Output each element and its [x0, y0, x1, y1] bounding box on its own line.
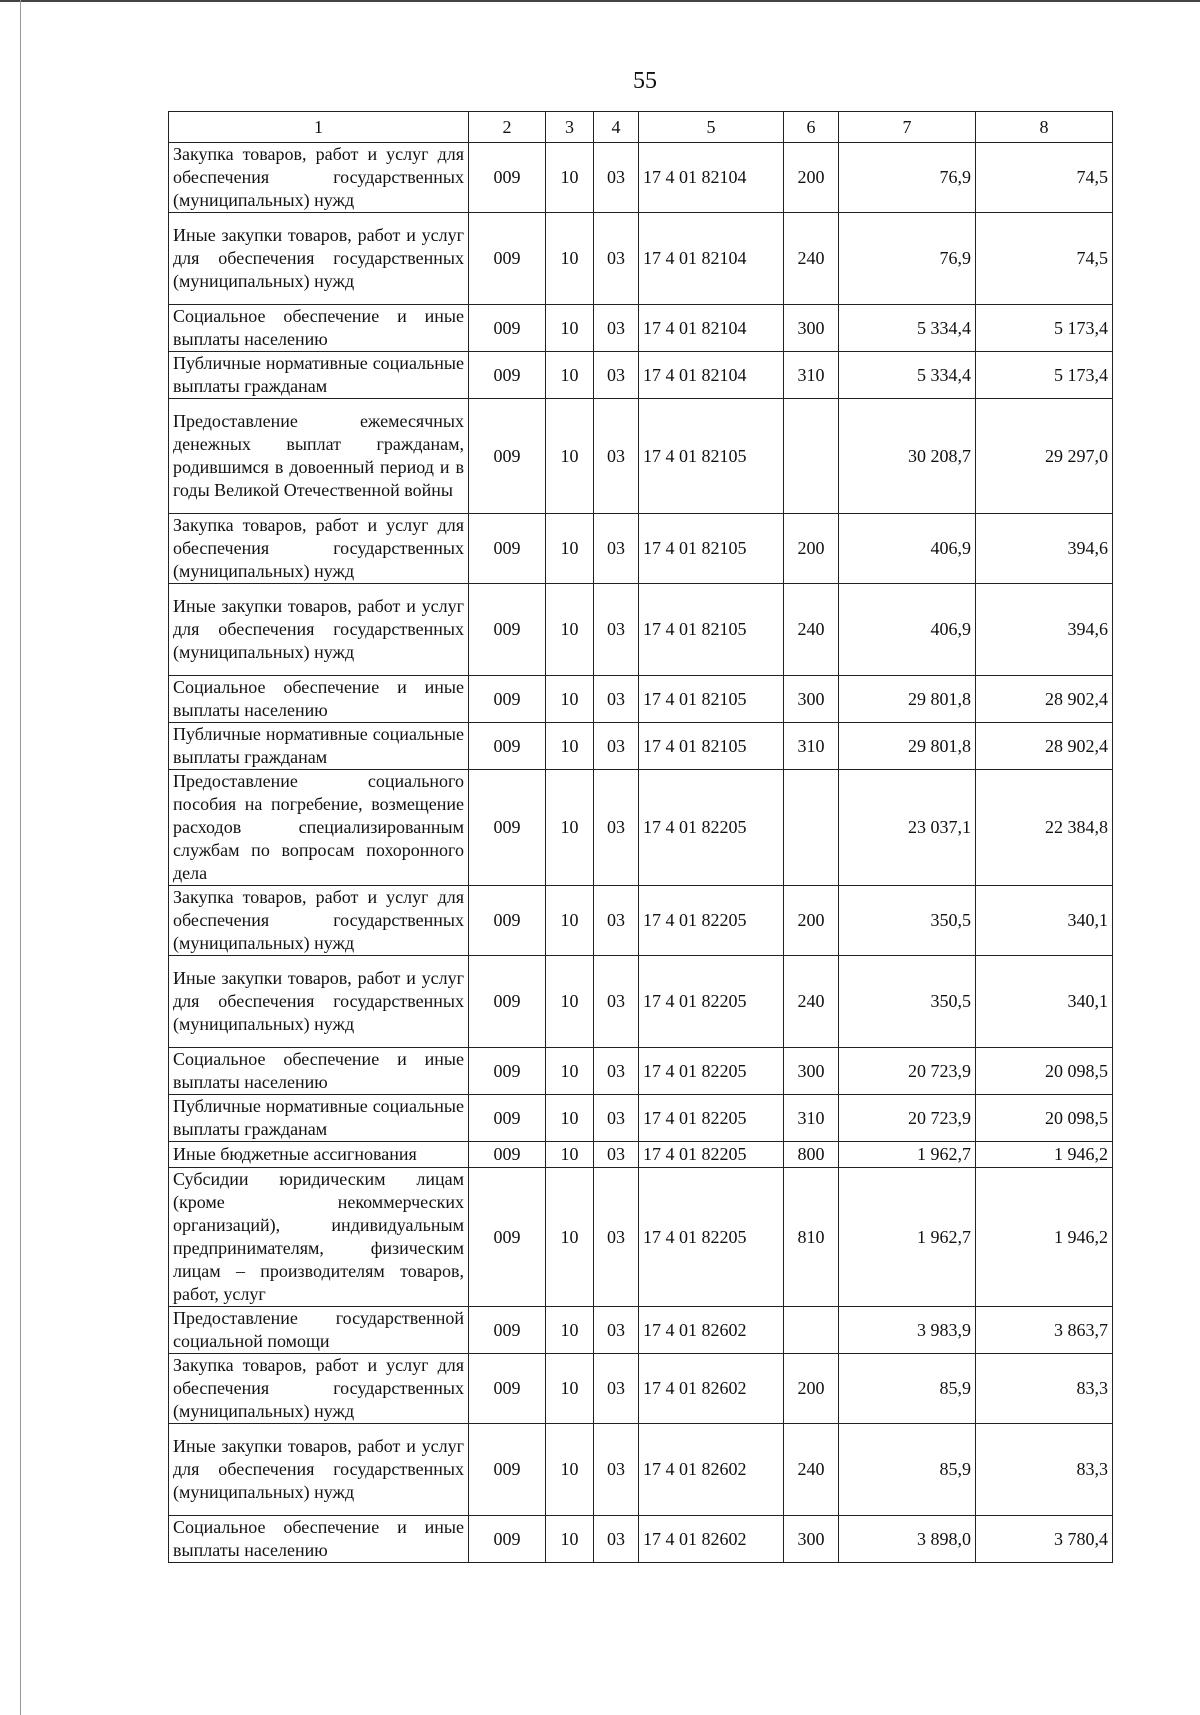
row-subsection-cell: 03 [594, 1354, 639, 1424]
table-row [169, 1142, 1113, 1168]
page-number: 55 [633, 68, 657, 94]
row-subsection-cell: 03 [594, 1424, 639, 1516]
row-section-cell: 10 [546, 1048, 594, 1095]
column-header: 3 [546, 112, 594, 143]
table-row [169, 956, 1113, 1048]
row-expense-type-cell: 810 [784, 1168, 839, 1307]
row-code-cell: 009 [469, 1424, 546, 1516]
row-name-cell: Иные закупки товаров, работ и услуг для обеспечения государственных (муниципальных) нужд [169, 1424, 469, 1516]
row-name-cell: Закупка товаров, работ и услуг для обеспечения государственных (муниципальных) нужд [169, 886, 469, 956]
row-target-article-cell: 17 4 01 82205 [639, 1142, 784, 1168]
row-expense-type-cell: 310 [784, 723, 839, 770]
row-target-article-cell: 17 4 01 82205 [639, 1168, 784, 1307]
row-amount-1-cell: 406,9 [839, 584, 976, 676]
column-header: 8 [976, 112, 1113, 143]
row-subsection-cell: 03 [594, 399, 639, 514]
row-name-cell: Иные закупки товаров, работ и услуг для обеспечения государственных (муниципальных) нужд [169, 956, 469, 1048]
row-target-article-cell: 17 4 01 82105 [639, 399, 784, 514]
row-name-cell: Публичные нормативные социальные выплаты гражданам [169, 352, 469, 399]
column-header: 4 [594, 112, 639, 143]
row-section-cell: 10 [546, 1307, 594, 1354]
row-code-cell: 009 [469, 584, 546, 676]
table-body [169, 143, 1113, 1563]
row-amount-1-cell: 350,5 [839, 956, 976, 1048]
row-name-cell: Предоставление ежемесячных денежных выплат гражданам, родившимся в довоенный период и в годы Великой Отечественной войны [169, 399, 469, 514]
row-code-cell: 009 [469, 399, 546, 514]
row-amount-2-cell: 74,5 [976, 213, 1113, 305]
row-section-cell: 10 [546, 352, 594, 399]
row-name-cell: Иные закупки товаров, работ и услуг для обеспечения государственных (муниципальных) нужд [169, 213, 469, 305]
table-row [169, 723, 1113, 770]
row-section-cell: 10 [546, 584, 594, 676]
row-expense-type-cell: 800 [784, 1142, 839, 1168]
row-amount-1-cell: 29 801,8 [839, 676, 976, 723]
row-subsection-cell: 03 [594, 676, 639, 723]
row-code-cell: 009 [469, 1048, 546, 1095]
row-amount-2-cell: 340,1 [976, 886, 1113, 956]
row-subsection-cell: 03 [594, 1048, 639, 1095]
row-subsection-cell: 03 [594, 514, 639, 584]
row-expense-type-cell: 240 [784, 213, 839, 305]
table-row [169, 305, 1113, 352]
row-amount-1-cell: 406,9 [839, 514, 976, 584]
row-section-cell: 10 [546, 1095, 594, 1142]
row-target-article-cell: 17 4 01 82104 [639, 213, 784, 305]
scan-edge-top [0, 0, 1200, 2]
row-target-article-cell: 17 4 01 82104 [639, 352, 784, 399]
row-expense-type-cell: 300 [784, 1516, 839, 1563]
row-amount-1-cell: 5 334,4 [839, 352, 976, 399]
row-expense-type-cell: 310 [784, 352, 839, 399]
row-target-article-cell: 17 4 01 82602 [639, 1516, 784, 1563]
table-row [169, 399, 1113, 514]
row-name-cell: Иные бюджетные ассигнования [169, 1142, 469, 1168]
table-row [169, 1048, 1113, 1095]
column-header: 2 [469, 112, 546, 143]
row-amount-2-cell: 83,3 [976, 1354, 1113, 1424]
row-subsection-cell: 03 [594, 1168, 639, 1307]
row-subsection-cell: 03 [594, 1095, 639, 1142]
row-amount-1-cell: 30 208,7 [839, 399, 976, 514]
row-code-cell: 009 [469, 1354, 546, 1424]
row-code-cell: 009 [469, 1095, 546, 1142]
row-name-cell: Закупка товаров, работ и услуг для обеспечения государственных (муниципальных) нужд [169, 143, 469, 213]
row-amount-2-cell: 340,1 [976, 956, 1113, 1048]
row-amount-2-cell: 3 863,7 [976, 1307, 1113, 1354]
row-section-cell: 10 [546, 886, 594, 956]
table-row [169, 584, 1113, 676]
column-header: 1 [169, 112, 469, 143]
row-subsection-cell: 03 [594, 213, 639, 305]
row-section-cell: 10 [546, 770, 594, 886]
row-name-cell: Субсидии юридическим лицам (кроме некоммерческих организаций), индивидуальным предпринимателям, физическим лицам – производителям товаров, работ, услуг [169, 1168, 469, 1307]
row-section-cell: 10 [546, 1142, 594, 1168]
row-code-cell: 009 [469, 143, 546, 213]
row-section-cell: 10 [546, 676, 594, 723]
row-amount-1-cell: 85,9 [839, 1354, 976, 1424]
row-target-article-cell: 17 4 01 82105 [639, 676, 784, 723]
row-amount-1-cell: 20 723,9 [839, 1048, 976, 1095]
row-amount-1-cell: 76,9 [839, 213, 976, 305]
row-name-cell: Закупка товаров, работ и услуг для обеспечения государственных (муниципальных) нужд [169, 1354, 469, 1424]
row-code-cell: 009 [469, 1516, 546, 1563]
row-target-article-cell: 17 4 01 82602 [639, 1307, 784, 1354]
row-name-cell: Социальное обеспечение и иные выплаты населению [169, 305, 469, 352]
row-target-article-cell: 17 4 01 82205 [639, 1095, 784, 1142]
row-expense-type-cell [784, 770, 839, 886]
row-amount-2-cell: 5 173,4 [976, 352, 1113, 399]
row-amount-2-cell: 394,6 [976, 584, 1113, 676]
row-target-article-cell: 17 4 01 82205 [639, 886, 784, 956]
table-row [169, 352, 1113, 399]
row-subsection-cell: 03 [594, 956, 639, 1048]
row-amount-1-cell: 350,5 [839, 886, 976, 956]
row-subsection-cell: 03 [594, 770, 639, 886]
row-subsection-cell: 03 [594, 886, 639, 956]
row-expense-type-cell: 200 [784, 514, 839, 584]
row-amount-1-cell: 3 898,0 [839, 1516, 976, 1563]
row-code-cell: 009 [469, 1168, 546, 1307]
row-expense-type-cell: 240 [784, 1424, 839, 1516]
row-amount-1-cell: 1 962,7 [839, 1168, 976, 1307]
row-target-article-cell: 17 4 01 82104 [639, 143, 784, 213]
row-amount-1-cell: 29 801,8 [839, 723, 976, 770]
row-subsection-cell: 03 [594, 352, 639, 399]
row-amount-2-cell: 394,6 [976, 514, 1113, 584]
row-expense-type-cell: 200 [784, 143, 839, 213]
row-target-article-cell: 17 4 01 82105 [639, 723, 784, 770]
row-expense-type-cell: 200 [784, 1354, 839, 1424]
column-header: 5 [639, 112, 784, 143]
row-target-article-cell: 17 4 01 82105 [639, 584, 784, 676]
column-header: 6 [784, 112, 839, 143]
budget-table [168, 111, 1113, 1563]
row-target-article-cell: 17 4 01 82105 [639, 514, 784, 584]
row-target-article-cell: 17 4 01 82602 [639, 1424, 784, 1516]
row-expense-type-cell: 240 [784, 956, 839, 1048]
row-code-cell: 009 [469, 305, 546, 352]
row-expense-type-cell: 300 [784, 1048, 839, 1095]
row-amount-1-cell: 1 962,7 [839, 1142, 976, 1168]
row-code-cell: 009 [469, 352, 546, 399]
row-amount-1-cell: 20 723,9 [839, 1095, 976, 1142]
row-amount-2-cell: 3 780,4 [976, 1516, 1113, 1563]
row-code-cell: 009 [469, 956, 546, 1048]
row-name-cell: Предоставление государственной социальной помощи [169, 1307, 469, 1354]
table-row [169, 1095, 1113, 1142]
row-target-article-cell: 17 4 01 82205 [639, 956, 784, 1048]
row-amount-1-cell: 5 334,4 [839, 305, 976, 352]
table-row [169, 676, 1113, 723]
row-subsection-cell: 03 [594, 305, 639, 352]
row-section-cell: 10 [546, 514, 594, 584]
row-amount-2-cell: 74,5 [976, 143, 1113, 213]
row-expense-type-cell: 300 [784, 676, 839, 723]
row-target-article-cell: 17 4 01 82602 [639, 1354, 784, 1424]
row-name-cell: Предоставление социального пособия на погребение, возмещение расходов специализированным службам по вопросам похоронного дела [169, 770, 469, 886]
scan-edge-left [20, 0, 21, 1715]
row-code-cell: 009 [469, 676, 546, 723]
table-row [169, 886, 1113, 956]
table-row [169, 1354, 1113, 1424]
row-code-cell: 009 [469, 1307, 546, 1354]
table-header-row [169, 112, 1113, 143]
table-row [169, 213, 1113, 305]
table-row [169, 1424, 1113, 1516]
row-subsection-cell: 03 [594, 1142, 639, 1168]
row-code-cell: 009 [469, 213, 546, 305]
row-amount-2-cell: 1 946,2 [976, 1168, 1113, 1307]
row-amount-1-cell: 3 983,9 [839, 1307, 976, 1354]
table-row [169, 1516, 1113, 1563]
row-section-cell: 10 [546, 1424, 594, 1516]
row-amount-2-cell: 22 384,8 [976, 770, 1113, 886]
row-name-cell: Иные закупки товаров, работ и услуг для обеспечения государственных (муниципальных) нужд [169, 584, 469, 676]
table-row [169, 514, 1113, 584]
row-name-cell: Социальное обеспечение и иные выплаты населению [169, 1516, 469, 1563]
row-target-article-cell: 17 4 01 82104 [639, 305, 784, 352]
row-amount-2-cell: 20 098,5 [976, 1048, 1113, 1095]
row-amount-1-cell: 85,9 [839, 1424, 976, 1516]
row-subsection-cell: 03 [594, 143, 639, 213]
column-header: 7 [839, 112, 976, 143]
row-section-cell: 10 [546, 723, 594, 770]
row-amount-2-cell: 29 297,0 [976, 399, 1113, 514]
row-expense-type-cell: 240 [784, 584, 839, 676]
row-code-cell: 009 [469, 723, 546, 770]
row-amount-1-cell: 23 037,1 [839, 770, 976, 886]
row-section-cell: 10 [546, 1516, 594, 1563]
row-expense-type-cell: 310 [784, 1095, 839, 1142]
row-expense-type-cell: 300 [784, 305, 839, 352]
row-subsection-cell: 03 [594, 1307, 639, 1354]
row-section-cell: 10 [546, 1168, 594, 1307]
row-target-article-cell: 17 4 01 82205 [639, 770, 784, 886]
row-code-cell: 009 [469, 770, 546, 886]
row-name-cell: Закупка товаров, работ и услуг для обеспечения государственных (муниципальных) нужд [169, 514, 469, 584]
row-section-cell: 10 [546, 399, 594, 514]
row-section-cell: 10 [546, 956, 594, 1048]
row-name-cell: Социальное обеспечение и иные выплаты населению [169, 676, 469, 723]
row-amount-2-cell: 20 098,5 [976, 1095, 1113, 1142]
row-expense-type-cell [784, 1307, 839, 1354]
table-row [169, 770, 1113, 886]
row-name-cell: Социальное обеспечение и иные выплаты населению [169, 1048, 469, 1095]
row-expense-type-cell [784, 399, 839, 514]
row-section-cell: 10 [546, 1354, 594, 1424]
row-amount-2-cell: 1 946,2 [976, 1142, 1113, 1168]
row-name-cell: Публичные нормативные социальные выплаты гражданам [169, 723, 469, 770]
row-code-cell: 009 [469, 1142, 546, 1168]
row-name-cell: Публичные нормативные социальные выплаты гражданам [169, 1095, 469, 1142]
row-amount-1-cell: 76,9 [839, 143, 976, 213]
table-row [169, 1307, 1113, 1354]
row-code-cell: 009 [469, 886, 546, 956]
row-expense-type-cell: 200 [784, 886, 839, 956]
row-section-cell: 10 [546, 305, 594, 352]
row-amount-2-cell: 83,3 [976, 1424, 1113, 1516]
row-code-cell: 009 [469, 514, 546, 584]
row-subsection-cell: 03 [594, 584, 639, 676]
row-amount-2-cell: 28 902,4 [976, 676, 1113, 723]
table-row [169, 1168, 1113, 1307]
row-subsection-cell: 03 [594, 1516, 639, 1563]
row-amount-2-cell: 5 173,4 [976, 305, 1113, 352]
row-section-cell: 10 [546, 143, 594, 213]
row-subsection-cell: 03 [594, 723, 639, 770]
row-section-cell: 10 [546, 213, 594, 305]
row-target-article-cell: 17 4 01 82205 [639, 1048, 784, 1095]
table-row [169, 143, 1113, 213]
row-amount-2-cell: 28 902,4 [976, 723, 1113, 770]
